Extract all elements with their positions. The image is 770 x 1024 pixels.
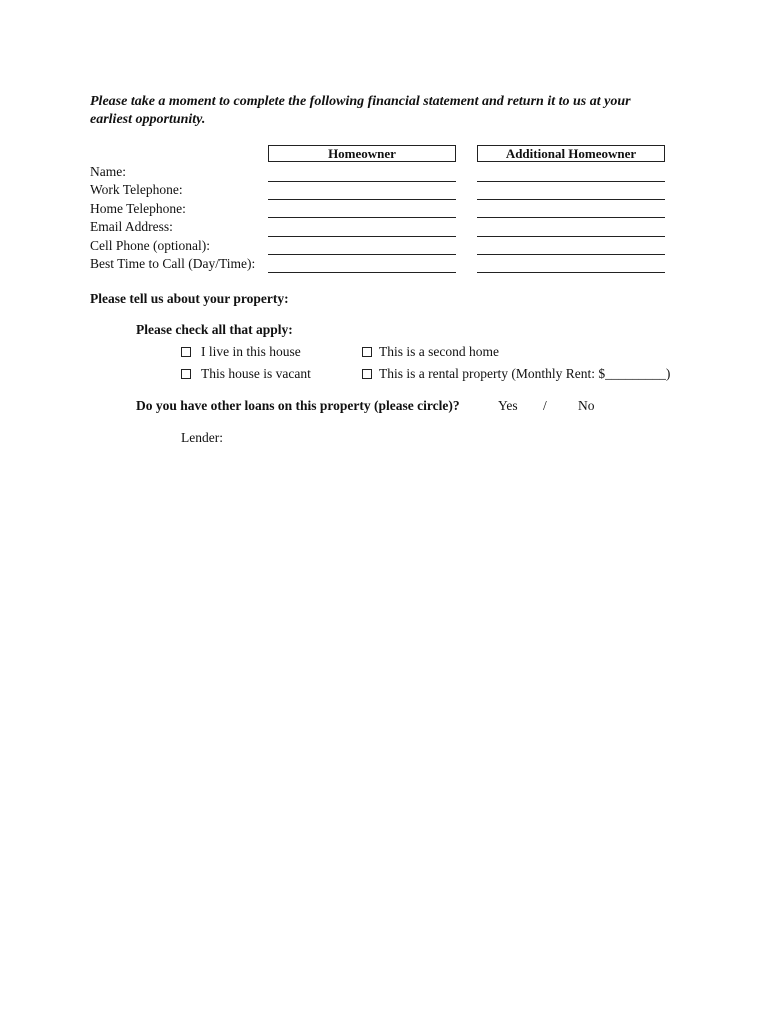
field-label-cell-phone: Cell Phone (optional): — [90, 237, 210, 253]
intro-text — [90, 93, 690, 129]
additional-name-field[interactable] — [477, 181, 665, 182]
intro-line-1: Please take a moment to complete the following financial statement and return it to us at your — [90, 94, 631, 109]
option-second-home-label: This is a second home — [379, 344, 499, 359]
field-label-home-telephone: Home Telephone: — [90, 200, 186, 216]
checkbox-rental-property[interactable] — [362, 369, 372, 379]
homeowner-home-telephone-field[interactable] — [268, 217, 456, 218]
field-label-work-telephone: Work Telephone: — [90, 182, 183, 198]
additional-work-telephone-field[interactable] — [477, 199, 665, 200]
checkbox-house-vacant[interactable] — [181, 369, 191, 379]
field-label-best-time: Best Time to Call (Day/Time): — [90, 255, 256, 271]
homeowner-email-field[interactable] — [268, 236, 456, 237]
additional-cell-phone-field[interactable] — [477, 254, 665, 255]
homeowner-name-field[interactable] — [268, 181, 456, 182]
loans-separator: / — [543, 398, 547, 413]
option-house-vacant-label: This house is vacant — [201, 366, 311, 381]
additional-homeowner-column-header: Additional Homeowner — [477, 145, 665, 162]
homeowner-column-header: Homeowner — [268, 145, 456, 162]
option-rental-property-label: This is a rental property (Monthly Rent: $_________) — [379, 366, 671, 381]
field-label-name: Name: — [90, 164, 126, 179]
loans-yes-option[interactable]: Yes — [498, 398, 518, 413]
option-rental-property[interactable] — [362, 366, 670, 382]
additional-email-field[interactable] — [477, 236, 665, 237]
checkbox-live-in-house[interactable] — [181, 347, 191, 357]
homeowner-work-telephone-field[interactable] — [268, 199, 456, 200]
homeowner-cell-phone-field[interactable] — [268, 254, 456, 255]
property-section-title: Please tell us about your property: — [90, 291, 289, 306]
option-live-in-house[interactable] — [181, 344, 301, 360]
check-all-title: Please check all that apply: — [136, 322, 293, 337]
homeowner-best-time-field[interactable] — [268, 272, 456, 273]
loans-no-option[interactable]: No — [578, 398, 595, 413]
option-second-home[interactable] — [362, 344, 499, 360]
option-house-vacant[interactable] — [181, 366, 311, 382]
option-live-in-house-label: I live in this house — [201, 344, 301, 359]
intro-line-2: earliest opportunity. — [90, 112, 206, 127]
additional-best-time-field[interactable] — [477, 272, 665, 273]
additional-home-telephone-field[interactable] — [477, 217, 665, 218]
field-label-email: Email Address: — [90, 219, 173, 235]
checkbox-second-home[interactable] — [362, 347, 372, 357]
field-labels — [90, 163, 255, 273]
lender-label: Lender: — [181, 430, 223, 445]
other-loans-question: Do you have other loans on this property (please circle)? — [136, 398, 460, 413]
